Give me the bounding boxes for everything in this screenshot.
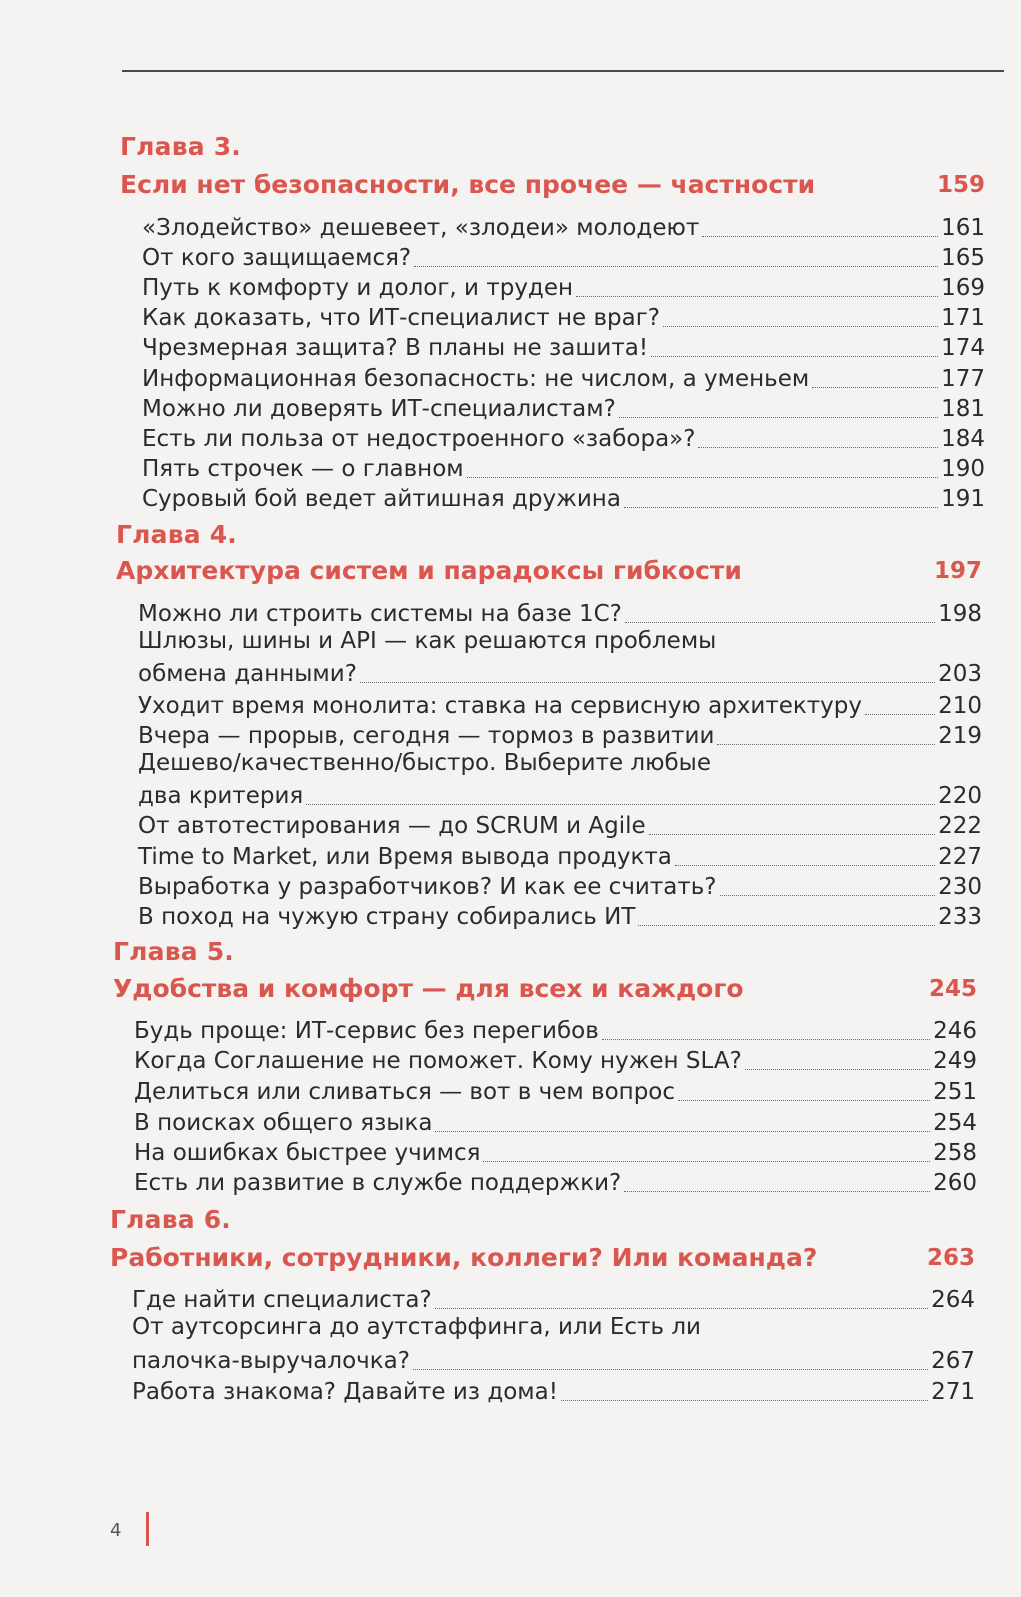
toc-entry[interactable] [132, 1375, 975, 1406]
toc-entry-title: Можно ли строить системы на базе 1С? [138, 601, 622, 627]
toc-entry-title: Time to Market, или Время вывода продукта [138, 844, 672, 870]
chapter-title: Удобства и комфорт — для всех и каждого [113, 974, 744, 1003]
toc-entry-title: два критерия [138, 783, 304, 809]
toc-entry-title: Где найти специалиста? [132, 1287, 432, 1313]
toc-entry-page: 220 [938, 783, 982, 809]
toc-entry[interactable] [142, 482, 985, 513]
toc-entry-page: 181 [941, 396, 985, 422]
chapter-page-number: 197 [933, 558, 982, 584]
toc-entry-page: 227 [938, 844, 982, 870]
toc-entry[interactable] [138, 597, 982, 628]
toc-entry-page: 171 [941, 305, 985, 331]
toc-entry-page: 258 [933, 1140, 977, 1166]
toc-entry-page: 233 [938, 904, 982, 930]
toc-entry[interactable] [138, 900, 982, 931]
toc-entry-title: Есть ли польза от недостроенного «забора»? [142, 426, 696, 452]
toc-entry[interactable] [134, 1166, 977, 1197]
toc-entry-title: Делиться или сливаться — вот в чем вопрос [134, 1079, 676, 1105]
toc-entry[interactable] [134, 1044, 977, 1075]
chapter-label: Глава 6. [110, 1205, 231, 1234]
toc-entry[interactable] [142, 331, 985, 362]
toc-entry-page: 219 [938, 723, 982, 749]
dot-leader [414, 266, 938, 267]
toc-entry-title: Пять строчек — о главном [142, 456, 464, 482]
toc-entry-page: 246 [933, 1018, 977, 1044]
toc-entry[interactable] [134, 1075, 977, 1106]
chapter-title: Работники, сотрудники, коллеги? Или команда? [110, 1243, 818, 1272]
dot-leader [698, 447, 938, 448]
toc-entry-title: Суровый бой ведет айтишная дружина [142, 486, 621, 512]
toc-entry-title: Как доказать, что ИТ-специалист не враг? [142, 305, 660, 331]
toc-entry-title: От автотестирования — до SCRUM и Agile [138, 813, 646, 839]
dot-leader [467, 477, 938, 478]
dot-leader [619, 417, 938, 418]
dot-leader [602, 1039, 930, 1040]
chapter-label: Глава 4. [116, 520, 237, 549]
toc-entry-page: 191 [941, 486, 985, 512]
toc-entry-page: 271 [931, 1379, 975, 1405]
dot-leader [483, 1161, 930, 1162]
toc-entry[interactable] [134, 1014, 977, 1045]
toc-entry-title: палочка-выручалочка? [132, 1348, 410, 1374]
toc-entry-title: На ошибках быстрее учимся [134, 1140, 481, 1166]
toc-entry-title: Вчера — прорыв, сегодня — тормоз в развитии [138, 723, 715, 749]
dot-leader [435, 1308, 928, 1309]
toc-entry-first-line: От аутсорсинга до аутстаффинга, или Есть ли [132, 1314, 701, 1340]
toc-entry-page: 251 [933, 1079, 977, 1105]
chapter-page-number: 159 [936, 172, 985, 198]
toc-entry-page: 174 [941, 335, 985, 361]
toc-entry[interactable] [142, 452, 985, 483]
footer-accent-bar [146, 1512, 149, 1546]
toc-entry[interactable] [138, 870, 982, 901]
toc-entry-title: Можно ли доверять ИТ-специалистам? [142, 396, 616, 422]
toc-entry-title: В поисках общего языка [134, 1110, 433, 1136]
dot-leader [745, 1069, 930, 1070]
toc-entry-title: В поход на чужую страну собирались ИТ [138, 904, 636, 930]
toc-entry-page: 264 [931, 1287, 975, 1313]
toc-entry-title: обмена данными? [138, 661, 357, 687]
toc-entry[interactable] [134, 1106, 977, 1137]
toc-entry-page: 210 [938, 693, 982, 719]
chapter-title: Архитектура систем и парадоксы гибкости [116, 556, 742, 585]
toc-entry[interactable] [142, 362, 985, 393]
toc-entry-page: 267 [931, 1348, 975, 1374]
toc-entry[interactable] [134, 1136, 977, 1167]
toc-entry-page: 177 [941, 366, 985, 392]
toc-entry[interactable] [138, 689, 982, 720]
toc-entry-page: 249 [933, 1048, 977, 1074]
dot-leader [649, 834, 935, 835]
toc-entry[interactable] [142, 241, 985, 272]
dot-leader [561, 1400, 928, 1401]
toc-entry-page: 254 [933, 1110, 977, 1136]
toc-entry[interactable] [142, 301, 985, 332]
toc-entry-title: Работа знакома? Давайте из дома! [132, 1379, 558, 1405]
toc-entry-title: Уходит время монолита: ставка на сервисную архитектуру [138, 693, 863, 719]
dot-leader [306, 804, 935, 805]
toc-entry-page: 190 [941, 456, 985, 482]
toc-entry-page: 184 [941, 426, 985, 452]
dot-leader [651, 356, 938, 357]
chapter-page-number: 263 [926, 1245, 975, 1271]
toc-entry[interactable] [132, 1344, 975, 1375]
toc-entry[interactable] [142, 271, 985, 302]
dot-leader [720, 895, 936, 896]
toc-entry-title: Чрезмерная защита? В планы не зашита! [142, 335, 649, 361]
dot-leader [624, 507, 938, 508]
chapter-page-number: 245 [928, 976, 977, 1002]
dot-leader [865, 714, 935, 715]
toc-entry-title: Путь к комфорту и долог, и труден [142, 275, 574, 301]
dot-leader [625, 622, 935, 623]
dot-leader [435, 1131, 930, 1132]
toc-entry[interactable] [142, 422, 985, 453]
dot-leader [413, 1369, 928, 1370]
toc-entry[interactable] [142, 211, 985, 242]
toc-entry-first-line: Шлюзы, шины и API — как решаются проблемы [138, 628, 717, 654]
toc-entry-title: Когда Соглашение не поможет. Кому нужен SLA? [134, 1048, 742, 1074]
toc-entry-page: 165 [941, 245, 985, 271]
dot-leader [576, 296, 938, 297]
dot-leader [717, 744, 935, 745]
toc-entry-page: 169 [941, 275, 985, 301]
toc-entry-title: Выработка у разработчиков? И как ее считать? [138, 874, 717, 900]
toc-entry[interactable] [138, 719, 982, 750]
toc-entry[interactable] [138, 840, 982, 871]
page-number: 4 [110, 1520, 122, 1541]
toc-entry-title: От кого защищаемся? [142, 245, 412, 271]
toc-entry-first-line: Дешево/качественно/быстро. Выберите любые [138, 750, 711, 776]
dot-leader [702, 236, 938, 237]
toc-entry-page: 260 [933, 1170, 977, 1196]
toc-entry-page: 198 [938, 601, 982, 627]
toc-entry-title: Информационная безопасность: не числом, а уменьем [142, 366, 810, 392]
toc-entry-title: Будь проще: ИТ-сервис без перегибов [134, 1018, 599, 1044]
dot-leader [812, 387, 938, 388]
toc-entry-page: 222 [938, 813, 982, 839]
top-rule [122, 70, 1004, 72]
chapter-title: Если нет безопасности, все прочее — частности [120, 170, 816, 199]
toc-entry-page: 161 [941, 215, 985, 241]
dot-leader [360, 682, 935, 683]
toc-entry[interactable] [138, 779, 982, 810]
chapter-label: Глава 3. [120, 132, 241, 161]
toc-entry[interactable] [142, 392, 985, 423]
toc-entry[interactable] [132, 1283, 975, 1314]
toc-entry[interactable] [138, 809, 982, 840]
dot-leader [624, 1191, 930, 1192]
dot-leader [638, 925, 935, 926]
toc-entry-title: Есть ли развитие в службе поддержки? [134, 1170, 622, 1196]
dot-leader [663, 326, 938, 327]
dot-leader [675, 865, 935, 866]
dot-leader [678, 1100, 930, 1101]
chapter-label: Глава 5. [113, 937, 234, 966]
toc-entry-page: 230 [938, 874, 982, 900]
toc-entry-title: «Злодейство» дешевеет, «злодеи» молодеют [142, 215, 700, 241]
toc-entry[interactable] [138, 657, 982, 688]
toc-entry-page: 203 [938, 661, 982, 687]
